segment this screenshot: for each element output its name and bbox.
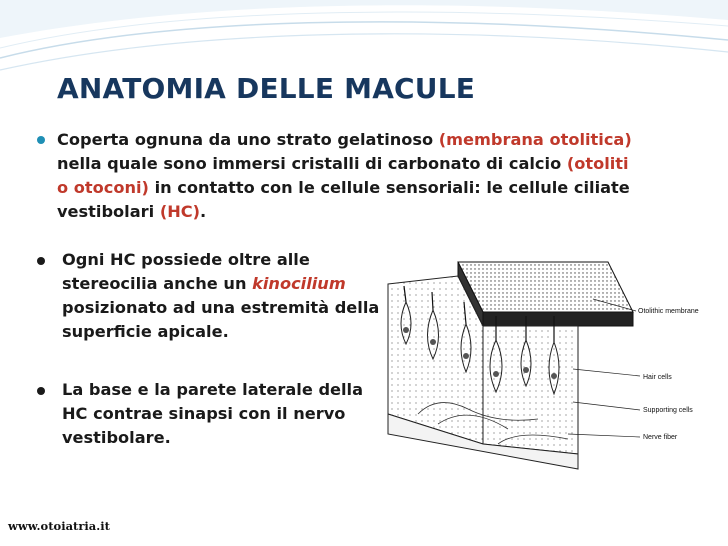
bullet-text-2 (62, 248, 392, 344)
label-otolithic-membrane: Otolithic membrane (638, 308, 699, 315)
bullet1-text-d: . (200, 202, 207, 221)
bullet1-text-a: Coperta ognuna da uno strato gelatinoso (57, 130, 439, 149)
slide-title: ANATOMIA DELLE MACULE (57, 72, 476, 105)
footer-url: www.otoiatria.it (8, 519, 110, 533)
bullet2-text-b: posizionato ad una estremità della superficie apicale. (62, 298, 380, 341)
macula-illustration (378, 244, 718, 479)
bullet-text-1 (57, 128, 632, 224)
bullet-marker-1 (37, 136, 45, 144)
bullet1-highlight-c: (HC) (159, 202, 201, 221)
bullet1-highlight-b: (otoliti o otoconi) (57, 154, 629, 197)
label-nerve-fiber: Nerve fiber (643, 434, 678, 441)
bullet1-text-c: in contatto con le cellule sensoriali: le cellule ciliate vestibolari (57, 178, 630, 221)
label-hair-cells: Hair cells (643, 374, 672, 381)
bullet1-highlight-a: (membrana otolitica) (438, 130, 632, 149)
bullet-text-3 (62, 378, 392, 450)
label-supporting-cells: Supporting cells (643, 407, 693, 414)
bullet2-text-a: Ogni HC possiede oltre alle stereocilia anche un (62, 250, 310, 293)
bullet-marker-3 (37, 387, 45, 395)
bullet1-text-b: nella quale sono immersi cristalli di carbonato di calcio (57, 154, 567, 173)
bullet3-text: La base e la parete laterale della HC contrae sinapsi con il nervo vestibolare. (62, 380, 364, 447)
bullet2-highlight: kinocilium (252, 274, 346, 293)
bullet-marker-2 (37, 257, 45, 265)
